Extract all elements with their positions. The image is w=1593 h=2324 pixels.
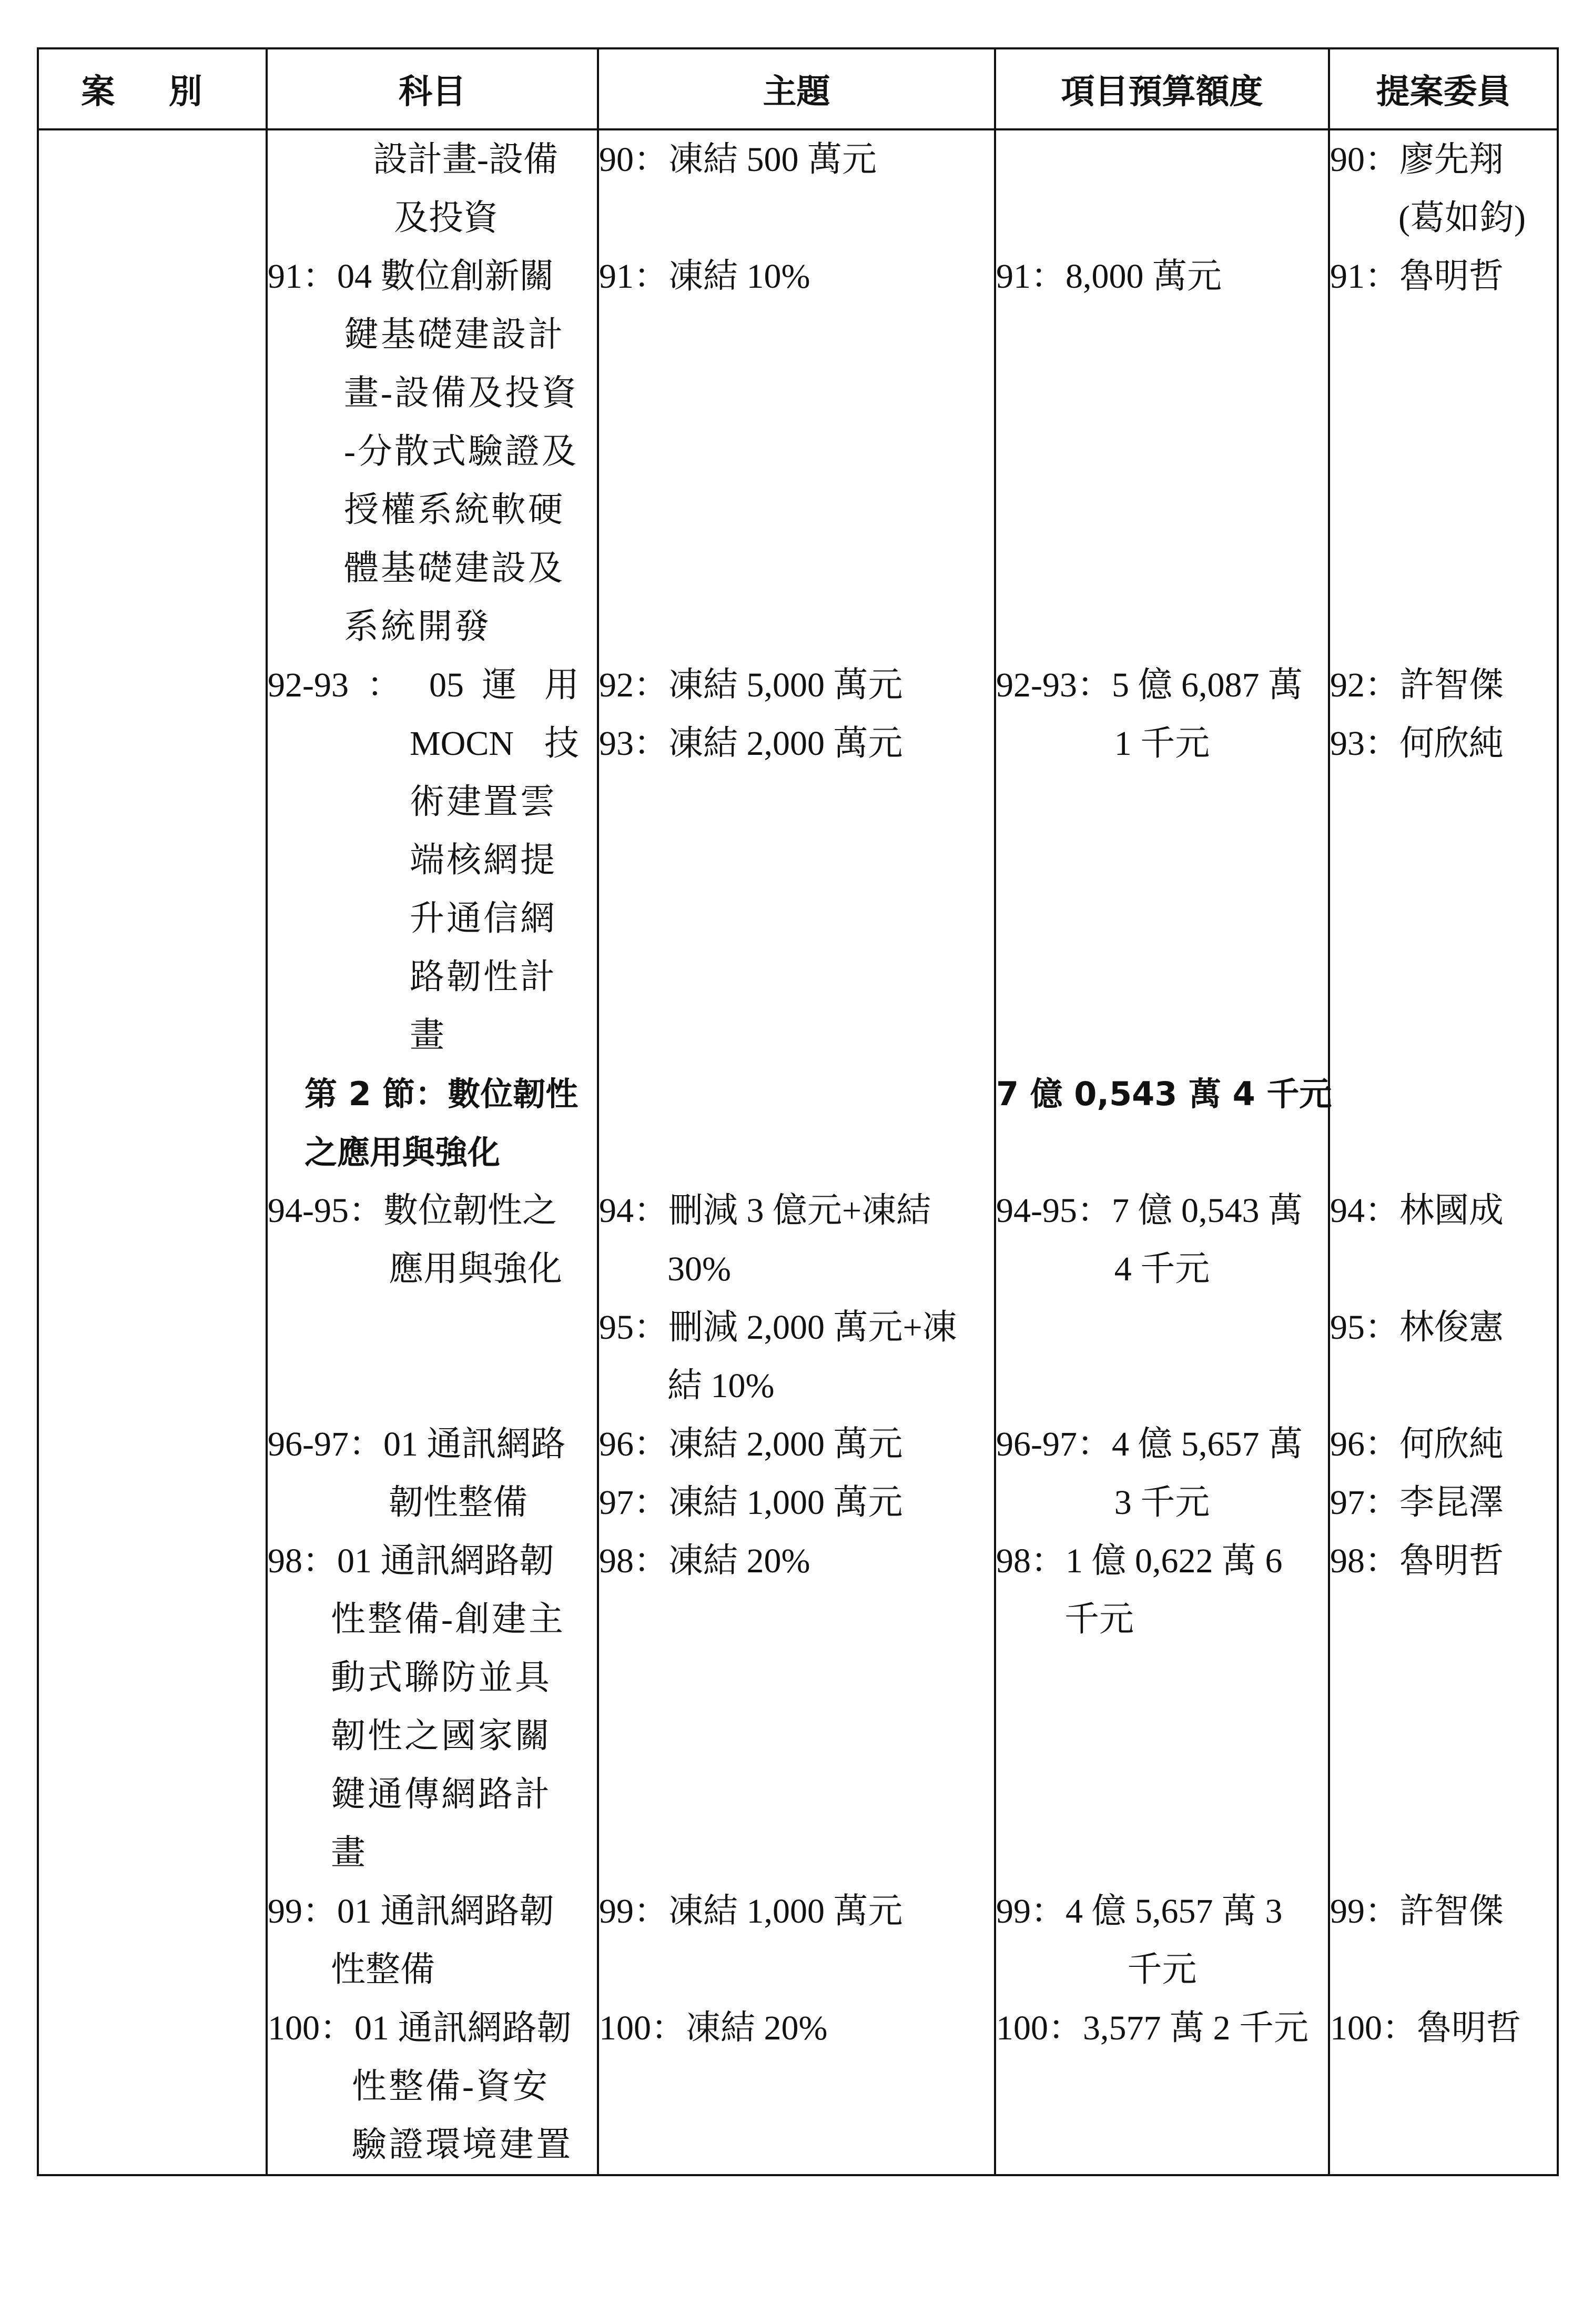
- table-row: [38, 1415, 1558, 1532]
- subject-line: 100：01 通訊網路韌: [268, 2009, 572, 2047]
- budget-line: 91：8,000 萬元: [996, 257, 1222, 296]
- subject-cell: [267, 247, 598, 656]
- case-cell: [38, 1415, 267, 1532]
- subject-line: 術建置雲: [410, 783, 557, 821]
- case-cell: [38, 1181, 267, 1415]
- proposer-cell: [1329, 1181, 1558, 1415]
- section-budget-cell: [995, 1065, 1332, 1181]
- case-cell: [38, 247, 267, 656]
- table-row: [38, 656, 1558, 1065]
- subject-line: 畫-設備及投資: [344, 374, 579, 412]
- section-title-line: 之應用與強化: [305, 1133, 501, 1171]
- subject-line: 體基礎建設及: [344, 549, 565, 588]
- subject-line: 設計畫-設備: [373, 140, 558, 179]
- table-row: [38, 1999, 1558, 2175]
- budget-line: 千元: [1127, 1951, 1197, 1989]
- proposer-gap: [1330, 1240, 1557, 1298]
- case-cell: [38, 1882, 267, 1999]
- subject-line: 升通信網: [410, 900, 557, 938]
- topic-line: 96：凍結 2,000 萬元: [599, 1425, 903, 1463]
- subject-line: 韌性整備: [389, 1483, 527, 1522]
- subject-line: 路韌性計: [410, 958, 557, 996]
- budget-line: 98：1 億 0,622 萬 6: [996, 1542, 1283, 1580]
- proposer-cell: [1329, 247, 1558, 656]
- proposer-line: (葛如鈞): [1398, 199, 1526, 237]
- budget-line: 94-95：7 億 0,543 萬: [996, 1191, 1303, 1230]
- section-budget-amount: 7 億 0,543 萬 4 千元: [996, 1075, 1332, 1113]
- budget-cell: [995, 129, 1329, 247]
- topic-line: 93：凍結 2,000 萬元: [599, 724, 903, 763]
- budget-cell: [995, 1415, 1329, 1532]
- subject-line: 92-93 ： 05 運 用: [268, 666, 579, 704]
- subject-cell: [267, 1882, 598, 1999]
- table-row: [38, 1882, 1558, 1999]
- subject-line: 畫: [331, 1834, 368, 1872]
- subject-line: 性整備-創建主: [331, 1600, 565, 1639]
- subject-line: 性整備: [331, 1951, 435, 1989]
- budget-cell: [995, 1882, 1329, 1999]
- table-header-row: [38, 48, 1558, 129]
- header-budget: 項目預算額度: [995, 48, 1329, 129]
- topic-line: 98：凍結 20%: [599, 1542, 810, 1580]
- topic-cell: [598, 1532, 995, 1882]
- subject-line: 鍵通傳網路計: [331, 1775, 552, 1814]
- budget-cell: [995, 1181, 1329, 1415]
- subject-cell: [267, 1415, 598, 1532]
- topic-line: 92：凍結 5,000 萬元: [599, 666, 903, 704]
- table-row: [38, 1181, 1558, 1415]
- table-row: [38, 247, 1558, 656]
- subject-line: 及投資: [394, 199, 498, 237]
- topic-line: 97：凍結 1,000 萬元: [599, 1483, 903, 1522]
- topic-cell: [598, 1882, 995, 1999]
- section-title-line: 第 2 節：數位韌性: [305, 1075, 579, 1113]
- subject-line: 系統開發: [344, 608, 491, 646]
- subject-line: 端核網提: [410, 841, 557, 880]
- topic-line: 30%: [667, 1250, 731, 1288]
- proposer-line: 99：許智傑: [1330, 1892, 1504, 1931]
- topic-cell: [598, 129, 995, 247]
- header-topic: 主題: [598, 48, 995, 129]
- budget-line: 3 千元: [1114, 1483, 1210, 1522]
- topic-cell: [598, 1415, 995, 1532]
- topic-cell: [598, 1065, 995, 1181]
- topic-line: 99：凍結 1,000 萬元: [599, 1892, 903, 1931]
- budget-line: 千元: [1064, 1600, 1134, 1639]
- case-cell: [38, 1532, 267, 1882]
- budget-cell: [995, 1532, 1329, 1882]
- proposer-cell: [1329, 656, 1558, 1065]
- budget-table: [37, 47, 1559, 2176]
- proposer-line: 95：林俊憲: [1330, 1308, 1504, 1347]
- subject-line: 98：01 通訊網路韌: [268, 1542, 554, 1580]
- section-subject-cell: [267, 1065, 598, 1181]
- subject-cell: [267, 1999, 598, 2175]
- proposer-cell: [1329, 1882, 1558, 1999]
- budget-line: 99：4 億 5,657 萬 3: [996, 1892, 1283, 1931]
- topic-line: 91：凍結 10%: [599, 257, 810, 296]
- subject-cell: [267, 1181, 598, 1415]
- proposer-line: 90：廖先翔: [1330, 140, 1504, 179]
- proposer-line: 93：何欣純: [1330, 724, 1504, 763]
- table-row: [38, 129, 1558, 247]
- budget-line: 96-97：4 億 5,657 萬: [996, 1425, 1303, 1463]
- subject-line: 99：01 通訊網路韌: [268, 1892, 554, 1931]
- proposer-cell: [1329, 1999, 1558, 2175]
- topic-line: 95：刪減 2,000 萬元+凍: [599, 1308, 957, 1347]
- header-subject: 科目: [267, 48, 598, 129]
- subject-line: 鍵基礎建設計: [344, 316, 565, 354]
- topic-line: 100：凍結 20%: [599, 2009, 828, 2047]
- proposer-line: 94：林國成: [1330, 1191, 1504, 1230]
- case-cell: [38, 1065, 267, 1181]
- subject-line: 畫: [410, 1016, 447, 1055]
- proposer-cell: [1329, 1065, 1558, 1181]
- budget-cell: [995, 1999, 1329, 2175]
- proposer-cell: [1329, 1532, 1558, 1882]
- proposer-line: 97：李昆澤: [1330, 1483, 1504, 1522]
- topic-line: 94：刪減 3 億元+凍結: [599, 1191, 931, 1230]
- proposer-line: 91：魯明哲: [1330, 257, 1504, 296]
- proposer-line: 98：魯明哲: [1330, 1542, 1504, 1580]
- topic-line: 結 10%: [667, 1367, 775, 1405]
- budget-line: 92-93：5 億 6,087 萬: [996, 666, 1303, 704]
- table-row: [38, 1532, 1558, 1882]
- subject-line: 韌性之國家關: [331, 1717, 552, 1755]
- header-case: 案 別: [38, 48, 267, 129]
- subject-line: MOCN 技: [410, 724, 579, 763]
- case-cell: [38, 1999, 267, 2175]
- subject-cell: [267, 1532, 598, 1882]
- case-cell: [38, 656, 267, 1065]
- budget-line: 100：3,577 萬 2 千元: [996, 2009, 1308, 2047]
- topic-line: 90：凍結 500 萬元: [599, 140, 877, 179]
- proposer-line: 92：許智傑: [1330, 666, 1504, 704]
- subject-cell: [267, 656, 598, 1065]
- subject-line: -分散式驗證及: [344, 432, 579, 471]
- section-row: [38, 1065, 1558, 1181]
- proposer-line: 96：何欣純: [1330, 1425, 1504, 1463]
- topic-cell: [598, 656, 995, 1065]
- subject-line: 應用與強化: [389, 1250, 562, 1288]
- header-proposer: 提案委員: [1329, 48, 1558, 129]
- subject-line: 91：04 數位創新關: [268, 257, 554, 296]
- subject-line: 授權系統軟硬: [344, 491, 565, 529]
- topic-cell: [598, 1999, 995, 2175]
- subject-line: 96-97：01 通訊網路: [268, 1425, 566, 1463]
- topic-cell: [598, 1181, 995, 1415]
- subject-line: 94-95：數位韌性之: [268, 1191, 557, 1230]
- proposer-cell: [1329, 129, 1558, 247]
- topic-cell: [598, 247, 995, 656]
- budget-cell: [995, 247, 1329, 656]
- subject-cell: [267, 129, 598, 247]
- budget-line: 1 千元: [1114, 724, 1210, 763]
- subject-line: 驗證環境建置: [352, 2126, 573, 2164]
- subject-line: 動式聯防並具: [331, 1659, 552, 1697]
- case-cell: [38, 129, 267, 247]
- proposer-gap: [1330, 1357, 1557, 1415]
- budget-line: 4 千元: [1114, 1250, 1210, 1288]
- proposer-cell: [1329, 1415, 1558, 1532]
- subject-line: 性整備-資安: [352, 2067, 550, 2106]
- budget-cell: [995, 656, 1329, 1065]
- proposer-line: 100：魯明哲: [1330, 2009, 1521, 2047]
